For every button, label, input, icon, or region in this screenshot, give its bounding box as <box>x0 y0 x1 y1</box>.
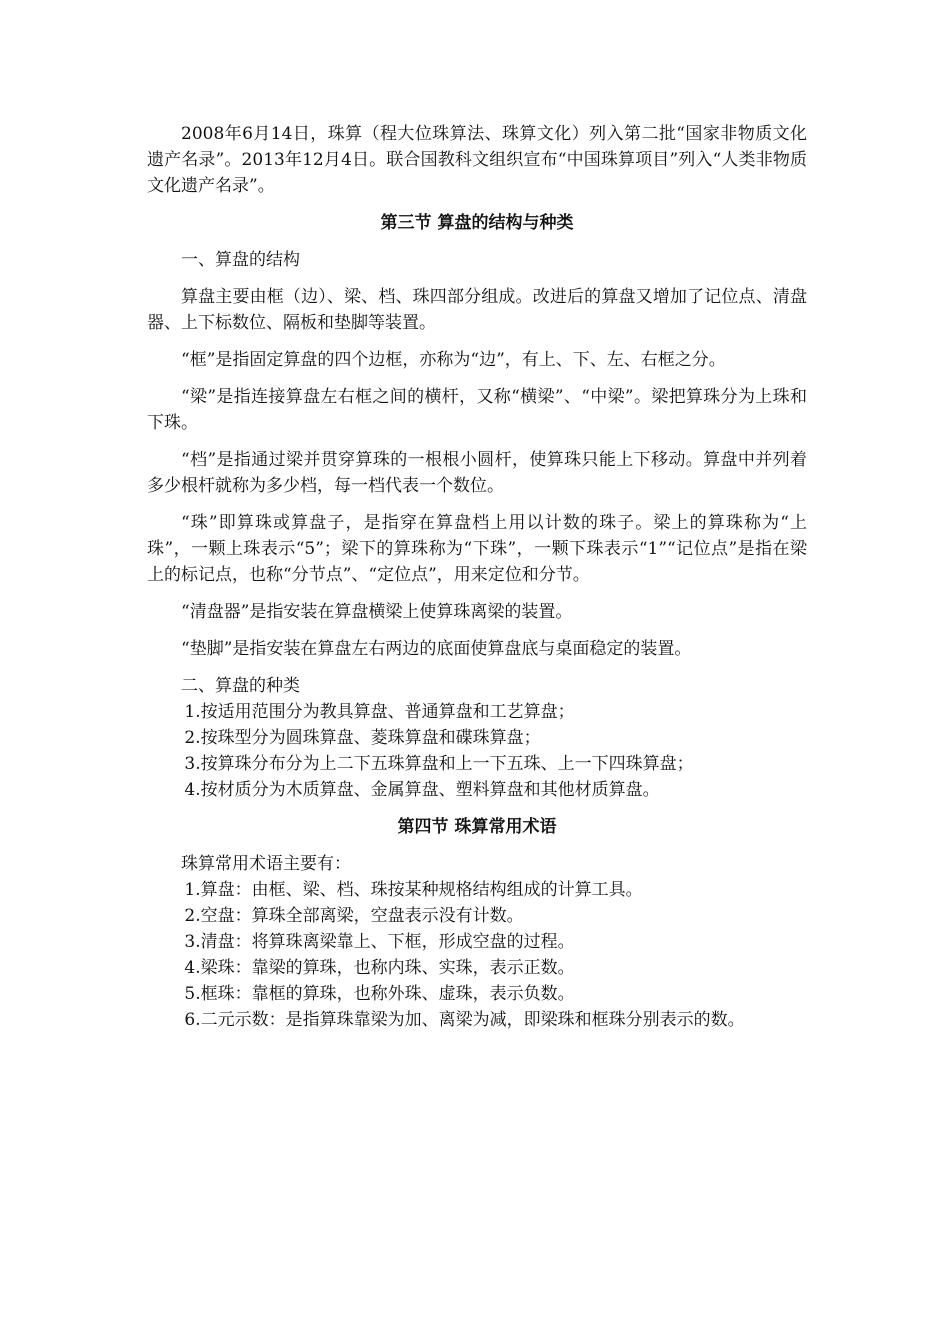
list-item-type-2: 2.按珠型分为圆珠算盘、菱珠算盘和碟珠算盘； <box>184 728 541 748</box>
section-heading-4: 第四节 珠算常用术语 <box>397 817 557 837</box>
list-item-type-4: 4.按材质分为木质算盘、金属算盘、塑料算盘和其他材质算盘。 <box>184 780 660 800</box>
paragraph-beam: “梁”是指连接算盘左右框之间的横杆，又称“横梁”、“中梁”。梁把算珠分为上珠和下珠。 <box>147 387 807 433</box>
subheading-structure: 一、算盘的结构 <box>181 250 300 270</box>
document-body <box>147 121 807 1033</box>
section-heading-3: 第三节 算盘的结构与种类 <box>380 213 574 233</box>
paragraph-frame: “框”是指固定算盘的四个边框，亦称为“边”，有上、下、左、右框之分。 <box>181 350 726 370</box>
list-item-term-1: 1.算盘：由框、梁、档、珠按某种规格结构组成的计算工具。 <box>184 880 643 900</box>
paragraph-clearer: “清盘器”是指安装在算盘横梁上使算珠离梁的装置。 <box>181 602 573 622</box>
list-item-type-3: 3.按算珠分布分为上二下五珠算盘和上一下五珠、上一下四珠算盘； <box>184 754 694 774</box>
list-item-term-3: 3.清盘：将算珠离梁靠上、下框，形成空盘的过程。 <box>184 932 575 952</box>
list-item-term-2: 2.空盘：算珠全部离梁，空盘表示没有计数。 <box>184 906 524 926</box>
paragraph-structure-overview: 算盘主要由框（边）、梁、档、珠四部分组成。改进后的算盘又增加了记位点、清盘器、上下标数位、隔板和垫脚等装置。 <box>147 287 807 333</box>
paragraph-rod: “档”是指通过梁并贯穿算珠的一根根小圆杆，使算珠只能上下移动。算盘中并列着多少根杆就称为多少档，每一档代表一个数位。 <box>147 450 807 496</box>
subheading-types: 二、算盘的种类 <box>181 676 300 696</box>
paragraph-feet: “垫脚”是指安装在算盘左右两边的底面使算盘底与桌面稳定的装置。 <box>181 639 692 659</box>
paragraph-terms-intro: 珠算常用术语主要有： <box>181 854 351 874</box>
list-item-term-5: 5.框珠：靠框的算珠，也称外珠、虚珠，表示负数。 <box>184 984 575 1004</box>
paragraph-intangible-heritage: 2008年6月14日，珠算（程大位珠算法、珠算文化）列入第二批“国家非物质文化遗产名录”。2013年12月4日。联合国教科文组织宣布“中国珠算项目”列入“人类非物质文化遗产名录”。 <box>147 124 807 196</box>
list-item-type-1: 1.按适用范围分为教具算盘、普通算盘和工艺算盘； <box>184 702 575 722</box>
list-item-term-4: 4.梁珠：靠梁的算珠，也称内珠、实珠，表示正数。 <box>184 958 575 978</box>
paragraph-bead: “珠”即算珠或算盘子，是指穿在算盘档上用以计数的珠子。梁上的算珠称为“上珠”，一颗上珠表示“5”；梁下的算珠称为“下珠”，一颗下珠表示“1”“记位点”是指在梁上的标记点，也称“分节点”、“定位点”，用来定位和分节。 <box>147 513 807 585</box>
list-item-term-6: 6.二元示数：是指算珠靠梁为加、离梁为减，即梁珠和框珠分别表示的数。 <box>184 1010 745 1030</box>
